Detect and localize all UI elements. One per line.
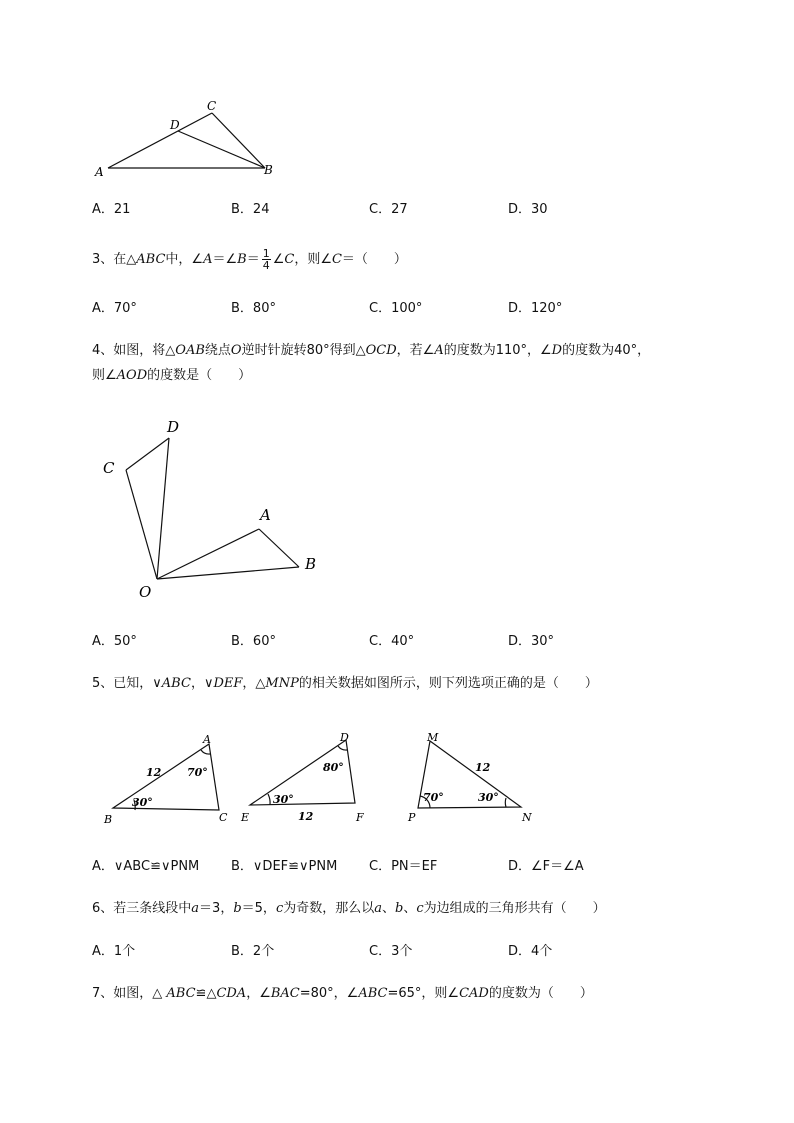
q4-option-c[interactable]: C．40° [369, 634, 415, 649]
tri3-angle-n-label: 30° [478, 791, 499, 804]
segment-db [178, 131, 265, 168]
label-o: O [139, 583, 152, 601]
label-a: A [260, 506, 271, 524]
tri1-side-label: 12 [146, 766, 162, 779]
label-d: D [167, 418, 180, 436]
arc-angle-e [268, 794, 270, 805]
segment-oc [126, 470, 157, 579]
label-f: F [356, 811, 364, 824]
segment-ab [259, 529, 299, 567]
tri2-angle-e-label: 30° [273, 793, 294, 806]
label-a: A [203, 733, 211, 746]
arc-angle-n [505, 798, 506, 807]
q6-option-d[interactable]: D．4个 [508, 944, 553, 959]
segment-do [157, 438, 169, 579]
q3-option-a[interactable]: A．70° [92, 301, 137, 316]
label-c: C [219, 811, 228, 824]
segment-cd [126, 438, 169, 470]
q2-option-c[interactable]: C．27 [369, 202, 408, 217]
q6-option-a[interactable]: A．1个 [92, 944, 136, 959]
q2-option-a[interactable]: A．21 [92, 202, 131, 217]
label-m: M [427, 731, 439, 744]
figure-q2-triangle [90, 96, 290, 186]
q4-option-b[interactable]: B．60° [231, 634, 276, 649]
q4-option-a[interactable]: A．50° [92, 634, 137, 649]
label-c: C [103, 459, 115, 477]
label-d: D [170, 118, 180, 132]
question-7: 7、如图，△ ABC≌△CDA，∠BAC=80°，∠ABC=65°，则∠CAD的度数为（ ） [92, 986, 593, 1001]
label-b: B [305, 555, 317, 573]
question-3: 3、在△ABC中，∠A＝∠B＝ $\frac{1}{4}$ ∠C，则∠C＝（ ） [92, 247, 407, 272]
arc-angle-a [201, 750, 210, 754]
q5-option-a[interactable]: A．∨ABC≌∨PNM [92, 859, 200, 874]
q4-option-d[interactable]: D．30° [508, 634, 555, 649]
label-b: B [104, 813, 113, 826]
q3-option-c[interactable]: C．100° [369, 301, 423, 316]
q3-option-b[interactable]: B．80° [231, 301, 276, 316]
question-4-line-2: 则∠AOD的度数是（ ） [92, 368, 252, 383]
q5-option-b[interactable]: B．∨DEF≌∨PNM [231, 859, 338, 874]
label-c: C [207, 99, 217, 113]
tri3-angle-p-label: 70° [423, 791, 444, 804]
q6-option-b[interactable]: B．2个 [231, 944, 275, 959]
figure-q4-rotation [95, 410, 335, 605]
arc-angle-d [338, 746, 347, 750]
question-4-line-1: 4、如图，将△OAB绕点O逆时针旋转80°得到△OCD，若∠A的度数为110°，∠D的度数为40°， [92, 343, 651, 358]
label-e: E [241, 811, 250, 824]
tri1-angle-a-label: 70° [187, 766, 208, 779]
fraction-one-quarter: $\frac{1}{4}$ [262, 247, 270, 272]
q3-option-d[interactable]: D．120° [508, 301, 563, 316]
q2-option-d[interactable]: D．30 [508, 202, 548, 217]
label-p: P [408, 811, 416, 824]
tri3-side-label: 12 [475, 761, 491, 774]
q5-option-d[interactable]: D．∠F＝∠A [508, 859, 584, 874]
q6-option-c[interactable]: C．3个 [369, 944, 413, 959]
q5-option-c[interactable]: C．PN＝EF [369, 859, 438, 874]
q2-option-b[interactable]: B．24 [231, 202, 270, 217]
question-6: 6、若三条线段中a＝3，b＝5，c为奇数，那么以a、b、c为边组成的三角形共有（ ） [92, 901, 606, 916]
tri1-angle-b-label: 30° [132, 796, 153, 809]
label-b: B [264, 163, 273, 177]
label-n: N [522, 811, 532, 824]
label-a: A [95, 165, 104, 179]
segment-cb [212, 113, 265, 168]
tri2-side-label: 12 [298, 810, 314, 823]
segment-ac [108, 113, 212, 168]
question-5: 5、已知，∨ABC，∨DEF，△MNP的相关数据如图所示，则下列选项正确的是（ ） [92, 676, 598, 691]
figure-q5-triangles [100, 728, 550, 828]
tri2-angle-d-label: 80° [323, 761, 344, 774]
label-d: D [340, 731, 349, 744]
